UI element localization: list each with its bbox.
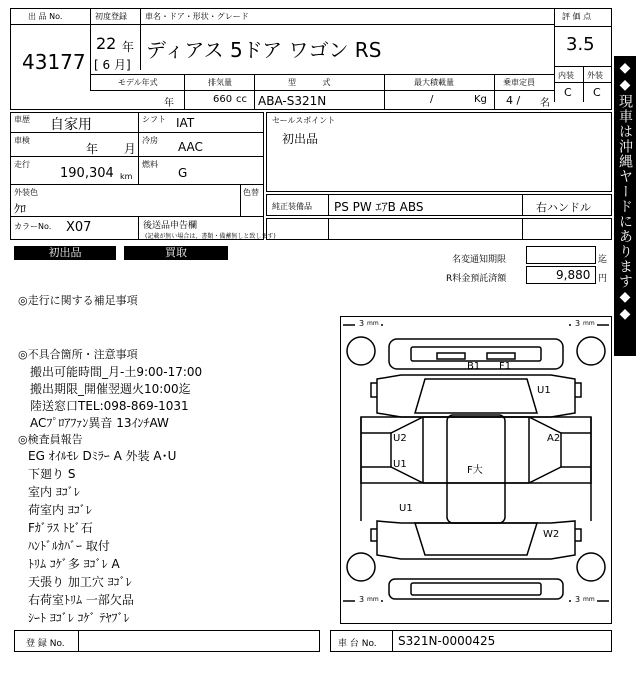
lot-no-label: 出 品 No. [28,12,63,21]
history-label: 車歴 [14,115,30,124]
load-value: / [430,94,434,105]
tire-fl-label: 3 [359,319,365,328]
interior-grade: C [564,86,572,99]
history: 自家用 [50,117,92,133]
interior-label: 内装 [558,71,574,80]
mileage-label: 走行 [14,160,30,169]
inspector-line: 下廻り S [28,467,76,481]
inspector-line: EG ｵｲﾙﾓﾚ Dﾐﾗｰ A 外装 A･U [28,449,177,463]
inspector-line: ﾄﾘﾑ ｺｹﾞ多 ﾖｺﾞﾚ A [28,557,120,571]
ac-label: 冷房 [142,136,158,145]
damage-mark: U1 [399,503,413,514]
tire-fl-unit: mm [367,320,379,327]
exterior-label: 外装 [587,71,603,80]
docs-note: (記載が無い場合は、書類・備蓄無しと致します) [145,233,276,240]
chassis-no: S321N-0000425 [398,634,496,648]
damage-mark: U1 [393,459,407,470]
grade-value: 3.5 [566,34,595,55]
damage-mark: F大 [467,465,483,476]
displacement: 660 [213,94,233,105]
load-unit: Kg [474,94,487,105]
inspector-line: ﾊﾝﾄﾞﾙｶﾊﾞｰ 取付 [28,539,110,553]
fuel: G [178,166,188,180]
defect-line: 搬出期限_開催翌週火10:00迄 [30,382,191,396]
driving-title: ◎走行に関する補足事項 [18,294,138,307]
first-reg-year: 22 [96,34,117,53]
defect-line: 搬出可能時間_月-土9:00-17:00 [30,365,203,379]
equipment-label: 純正装備品 [272,202,312,211]
damage-mark: U1 [537,385,551,396]
mileage-unit: km [120,172,133,181]
load-label: 最大積載量 [414,78,454,87]
chassis-label: 車 台 No. [338,639,377,649]
inspection: 年 月 [86,142,136,156]
tire-rl-label: 3 [359,595,365,604]
ext-color: ｸﾛ [14,202,27,216]
model-year-label: モデル年式 [118,78,158,87]
grade-label: 評 価 点 [562,12,592,21]
fuel-label: 燃料 [142,160,158,169]
docs-area-frame [266,218,612,240]
name-change-label: 名変通知期限 [452,255,507,265]
car-name-label: 車名・ドア・形状・グレード [145,12,249,21]
repaint-label: 色替 [243,188,259,197]
ac: AAC [178,140,203,154]
reg-no-label: 登 録 No. [26,639,65,649]
displacement-unit: cc [236,94,247,105]
type-label: 型 式 [288,78,331,87]
first-reg-month: [ 6 月] [94,58,131,72]
first-reg-year-unit: 年 [122,40,135,54]
tire-rr-unit: mm [583,596,595,603]
tire-fr-label: 3 [575,319,581,328]
model-type: ABA-S321N [258,94,327,108]
lot-no: 43177 [22,50,86,74]
defect-line: ACﾌﾟﾛｱﾌｧﾝ異音 13ｲﾝﾁAW [30,416,169,430]
damage-mark: A2 [547,433,561,444]
purchase-tag: 買取 [124,246,228,260]
docs-label: 後送品申告欄 [143,221,198,231]
damage-mark: B1 [467,361,481,372]
capacity-label: 乗車定員 [503,78,535,87]
defects-title: ◎不具合箇所・注意事項 [18,348,138,361]
side-banner [614,56,636,356]
car-name: ディアス 5ドア ワゴン RS [146,38,382,62]
inspector-line: 室内 ﾖｺﾞﾚ [28,485,80,499]
car-diagram [340,316,612,624]
name-change-box [526,246,596,264]
steering: 右ハンドル [536,201,591,214]
tire-rr-label: 3 [575,595,581,604]
inspector-line: 右荷室ﾄﾘﾑ 一部欠品 [28,593,134,607]
exterior-grade: C [593,86,601,99]
first-listing-tag: 初出品 [14,246,116,260]
inspector-line: 天張り 加工穴 ﾖｺﾞﾚ [28,575,132,589]
inspector-title: ◎検査員報告 [18,433,83,446]
recycle-value: 9,880 [556,268,591,282]
tire-rl-unit: mm [367,596,379,603]
damage-mark: U2 [393,433,407,444]
inspector-line: Fｶﾞﾗｽ ﾄﾋﾞ石 [28,521,93,535]
inspection-label: 車検 [14,136,30,145]
displacement-label: 排気量 [208,78,232,87]
name-change-unit: 迄 [598,255,608,265]
tire-fr-unit: mm [583,320,595,327]
inspector-line: 荷室内 ﾖｺﾞﾚ [28,503,92,517]
shift: IAT [176,116,195,130]
capacity: 4 / [506,94,521,107]
side-banner-text: ◆◆現車は沖縄ヤードにあります◆◆ [617,60,633,323]
defect-line: 陸送窓口TEL:098-869-1031 [30,399,189,413]
mileage: 190,304 [60,166,114,181]
damage-mark: F1 [499,361,512,372]
color-no: X07 [66,220,92,235]
model-year-unit: 年 [164,98,174,109]
ext-color-label: 外装色 [14,188,38,197]
capacity-unit: 名 [540,98,550,109]
sales-point: 初出品 [282,132,319,146]
recycle-unit: 円 [598,274,608,284]
color-no-label: カラーNo. [14,222,52,231]
inspector-line: ｼｰﾄ ﾖｺﾞﾚ ｺｹﾞ ﾃﾔﾌﾞﾚ [28,611,130,625]
first-reg-label: 初度登録 [95,12,127,21]
equipment: PS PW ｴｱB ABS [334,200,424,214]
recycle-label: R料金預託済額 [446,274,507,284]
shift-label: シフト [142,115,166,124]
sales-point-label: セールスポイント [272,116,336,125]
damage-mark: W2 [543,529,560,540]
